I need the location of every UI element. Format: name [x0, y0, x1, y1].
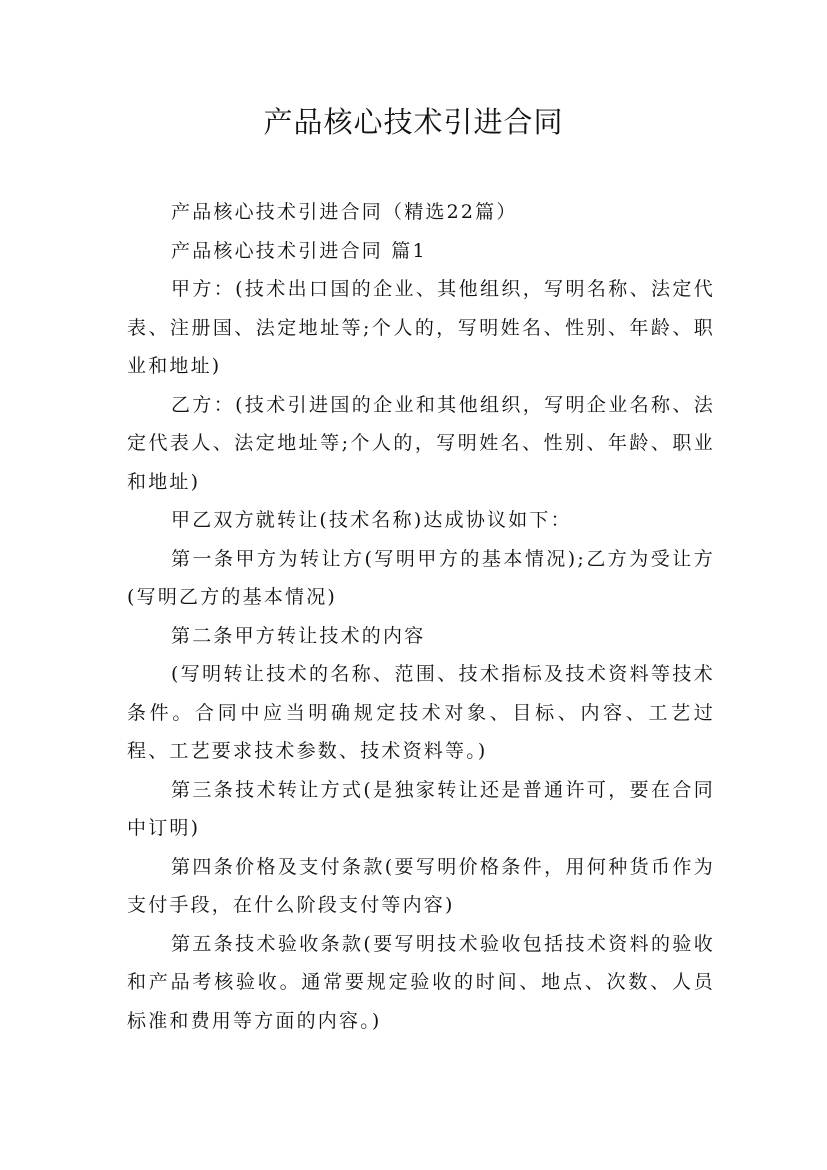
- paragraph-clause-2: 第二条甲方转让技术的内容: [171, 624, 426, 647]
- paragraph-clause-5: 第五条技术验收条款(要写明技术验收包括技术资料的验收和产品考核验收。通常要规定验收的时间、地点、次数、人员标准和费用等方面的内容。): [127, 932, 715, 1032]
- paragraph-clause-2-detail: (写明转让技术的名称、范围、技术指标及技术资料等技术条件。合同中应当明确规定技术对象、目标、内容、工艺过程、工艺要求技术参数、技术资料等。): [127, 663, 715, 762]
- paragraph-agreement: 甲乙双方就转让(技术名称)达成协议如下：: [171, 509, 572, 531]
- paragraph-article-heading: 产品核心技术引进合同 篇1: [171, 239, 427, 262]
- paragraph-collection-heading: 产品核心技术引进合同（精选22篇）: [171, 201, 518, 223]
- document-title: 产品核心技术引进合同: [263, 105, 564, 139]
- paragraph-clause-1: 第一条甲方为转让方(写明甲方的基本情况);乙方为受让方(写明乙方的基本情况): [127, 547, 715, 608]
- paragraph-party-a: 甲方：(技术出口国的企业、其他组织，写明名称、法定代表、注册国、法定地址等;个人的，写明姓名、性别、年龄、职业和地址): [127, 278, 715, 377]
- paragraph-clause-3: 第三条技术转让方式(是独家转让还是普通许可，要在合同中订明): [127, 778, 715, 839]
- paragraph-party-b: 乙方：(技术引进国的企业和其他组织，写明企业名称、法定代表人、法定地址等;个人的，写明姓名、性别、年龄、职业和地址): [127, 393, 715, 493]
- document-body: [127, 193, 715, 1040]
- paragraph-clause-4: 第四条价格及支付条款(要写明价格条件，用何种货币作为支付手段，在什么阶段支付等内容): [127, 855, 715, 916]
